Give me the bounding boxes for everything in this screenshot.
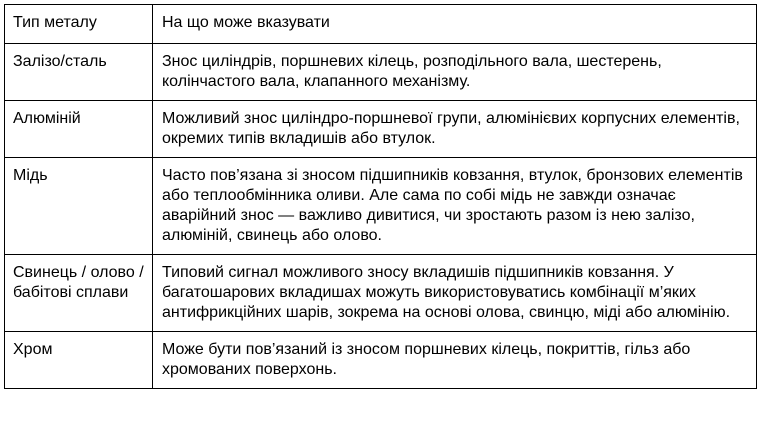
table-row	[5, 101, 757, 158]
meaning-cell: Типовий сигнал можливого зносу вкладишів підшипників ковзання. У багатошарових вкладишах можуть використовуватись комбінації м’яких антифрикційних шарів, зокрема на основі олова, свинцю, міді або алюмінію.	[153, 255, 757, 332]
meaning-cell: Знос циліндрів, поршневих кілець, розподільного вала, шестерень, колінчастого вала, клапанного механізму.	[153, 44, 757, 101]
table-header-row	[5, 5, 757, 44]
meaning-cell: Може бути пов’язаний із зносом поршневих кілець, покриттів, гільз або хромованих поверхонь.	[153, 332, 757, 389]
meaning-cell: Можливий знос циліндро-поршневої групи, алюмінієвих корпусних елементів, окремих типів вкладишів або втулок.	[153, 101, 757, 158]
header-cell-meaning: На що може вказувати	[153, 5, 757, 44]
metal-cell: Мідь	[5, 158, 153, 255]
metal-cell: Залізо/сталь	[5, 44, 153, 101]
table-row	[5, 158, 757, 255]
table-row	[5, 332, 757, 389]
header-cell-metal-type: Тип металу	[5, 5, 153, 44]
metal-cell: Свинець / олово / бабітові сплави	[5, 255, 153, 332]
metal-cell: Хром	[5, 332, 153, 389]
meaning-cell: Часто пов’язана зі зносом підшипників ковзання, втулок, бронзових елементів або теплообмінника оливи. Але сама по собі мідь не завжди означає аварійний знос — важливо дивитися, чи зростають разом із нею залізо, алюміній, свинець або олово.	[153, 158, 757, 255]
metals-table	[4, 4, 757, 389]
table-row	[5, 255, 757, 332]
metal-cell: Алюміній	[5, 101, 153, 158]
table-row	[5, 44, 757, 101]
